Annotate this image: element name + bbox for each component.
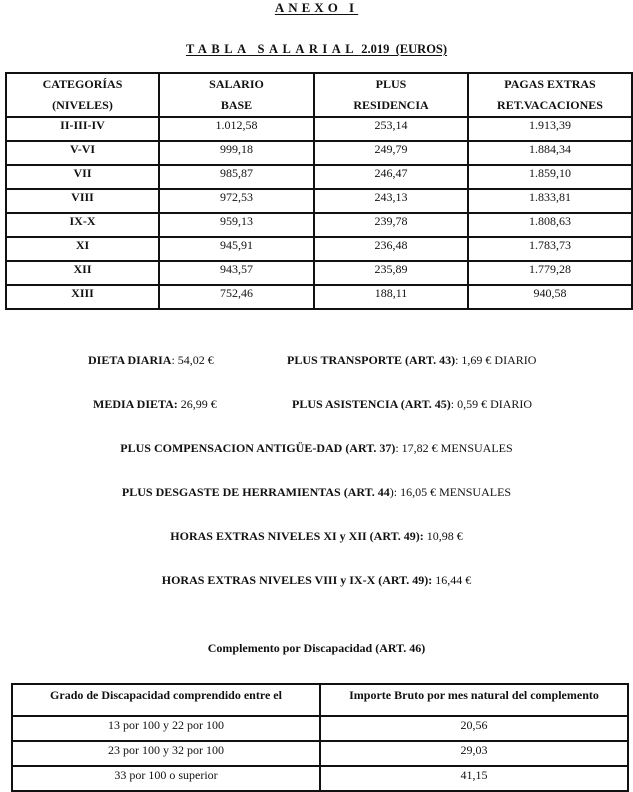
plus-herramientas-label-close: )	[389, 485, 394, 499]
pagas-extras-cell: 1.779,28	[468, 261, 632, 285]
horas-extras-xi-xii-label: HORAS EXTRAS NIVELES XI y XII (ART. 49):	[170, 529, 424, 543]
salary-row	[6, 285, 632, 309]
plus-antiguedad-value: : 17,82 € MENSUALES	[395, 441, 513, 455]
horas-extras-xi-xii	[0, 529, 633, 544]
salario-base-cell: 943,57	[159, 261, 314, 285]
salario-base-cell: 1.012,58	[159, 117, 314, 141]
plus-herramientas-value: : 16,05 € MENSUALES	[393, 485, 512, 499]
range-cell: 23 por 100 y 32 por 100	[12, 741, 320, 766]
header-categorias	[6, 73, 159, 117]
disability-row	[12, 766, 628, 791]
horas-extras-viii-ixx-value: 16,44 €	[432, 573, 472, 587]
plus-asistencia-label: PLUS ASISTENCIA (ART. 45)	[292, 397, 451, 411]
header-line2: BASE	[220, 98, 253, 112]
salary-row	[6, 189, 632, 213]
salary-row	[6, 165, 632, 189]
category-cell: XI	[6, 237, 159, 261]
plus-asistencia-value: : 0,59 € DIARIO	[450, 397, 533, 411]
salary-table-title-year: 2.019 (EUROS)	[361, 42, 448, 56]
header-plus-residencia	[314, 73, 468, 117]
pagas-extras-cell: 1.833,81	[468, 189, 632, 213]
disability-row	[12, 741, 628, 766]
salary-row	[6, 213, 632, 237]
dieta-diaria	[88, 353, 214, 368]
plus-residencia-cell: 188,11	[314, 285, 468, 309]
pagas-extras-cell: 1.859,10	[468, 165, 632, 189]
header-salario-base	[159, 73, 314, 117]
salary-table-header-row	[6, 73, 632, 117]
plus-transporte	[287, 353, 536, 368]
plus-antiguedad-label: PLUS COMPENSACION ANTIGÜE-DAD (ART. 37)	[120, 441, 396, 455]
amount-cell: 41,15	[320, 766, 628, 791]
media-dieta-label: MEDIA DIETA:	[93, 397, 178, 411]
dieta-diaria-value: : 54,02 €	[171, 353, 214, 367]
media-dieta-value: 26,99 €	[177, 397, 217, 411]
salary-row	[6, 141, 632, 165]
salary-table-body	[6, 117, 632, 309]
plus-residencia-cell: 246,47	[314, 165, 468, 189]
horas-extras-viii-ixx-label: HORAS EXTRAS NIVELES VIII y IX-X (ART. 49):	[161, 573, 433, 587]
salary-row	[6, 117, 632, 141]
disability-title	[0, 641, 633, 656]
header-grado: Grado de Discapacidad comprendido entre el	[12, 684, 320, 716]
header-line1: PAGAS EXTRAS	[504, 77, 596, 91]
salario-base-cell: 999,18	[159, 141, 314, 165]
amount-cell: 29,03	[320, 741, 628, 766]
dieta-diaria-label: DIETA DIARIA	[88, 353, 172, 367]
salario-base-cell: 945,91	[159, 237, 314, 261]
header-line1: CATEGORÍAS	[42, 77, 123, 91]
plus-herramientas-label: PLUS DESGASTE DE HERRAMIENTAS (ART. 44	[121, 485, 390, 499]
horas-extras-viii-ixx	[0, 573, 633, 588]
salario-base-cell: 972,53	[159, 189, 314, 213]
category-cell: V-VI	[6, 141, 159, 165]
disability-header-row	[12, 684, 628, 716]
plus-residencia-cell: 235,89	[314, 261, 468, 285]
pagas-extras-cell: 1.884,34	[468, 141, 632, 165]
header-line2: (NIVELES)	[52, 98, 113, 112]
pagas-extras-cell: 1.913,39	[468, 117, 632, 141]
annex-title	[0, 0, 633, 16]
header-line1: SALARIO	[209, 77, 264, 91]
header-line1: PLUS	[375, 77, 407, 91]
header-line2: RET.VACACIONES	[497, 98, 603, 112]
category-cell: VII	[6, 165, 159, 189]
plus-antiguedad	[0, 441, 633, 456]
salario-base-cell: 959,13	[159, 213, 314, 237]
disability-title-text: Complemento por Discapacidad (ART. 46)	[207, 641, 426, 655]
category-cell: XII	[6, 261, 159, 285]
range-cell: 13 por 100 y 22 por 100	[12, 716, 320, 741]
plus-asistencia	[292, 397, 532, 412]
category-cell: VIII	[6, 189, 159, 213]
disability-row	[12, 716, 628, 741]
disability-table	[11, 683, 629, 792]
media-dieta	[93, 397, 217, 412]
plus-residencia-cell: 249,79	[314, 141, 468, 165]
category-cell: II-III-IV	[6, 117, 159, 141]
salary-table-title	[0, 42, 633, 57]
pagas-extras-cell: 940,58	[468, 285, 632, 309]
header-pagas-extras	[468, 73, 632, 117]
salary-row	[6, 261, 632, 285]
header-importe: Importe Bruto por mes natural del complemento	[320, 684, 628, 716]
pagas-extras-cell: 1.783,73	[468, 237, 632, 261]
pagas-extras-cell: 1.808,63	[468, 213, 632, 237]
plus-herramientas	[0, 485, 633, 500]
annex-title-text: ANEXO I	[274, 0, 359, 15]
salario-base-cell: 985,87	[159, 165, 314, 189]
range-cell: 33 por 100 o superior	[12, 766, 320, 791]
plus-transporte-value: : 1,69 € DIARIO	[455, 353, 537, 367]
header-line2: RESIDENCIA	[353, 98, 429, 112]
amount-cell: 20,56	[320, 716, 628, 741]
plus-transporte-label: PLUS TRANSPORTE (ART. 43)	[287, 353, 456, 367]
plus-residencia-cell: 253,14	[314, 117, 468, 141]
salario-base-cell: 752,46	[159, 285, 314, 309]
category-cell: XIII	[6, 285, 159, 309]
plus-residencia-cell: 243,13	[314, 189, 468, 213]
salary-table-title-main: TABLA SALARIAL	[185, 42, 359, 56]
disability-table-body	[12, 716, 628, 791]
plus-residencia-cell: 236,48	[314, 237, 468, 261]
plus-residencia-cell: 239,78	[314, 213, 468, 237]
salary-table	[5, 72, 633, 310]
category-cell: IX-X	[6, 213, 159, 237]
horas-extras-xi-xii-value: 10,98 €	[423, 529, 463, 543]
salary-row	[6, 237, 632, 261]
